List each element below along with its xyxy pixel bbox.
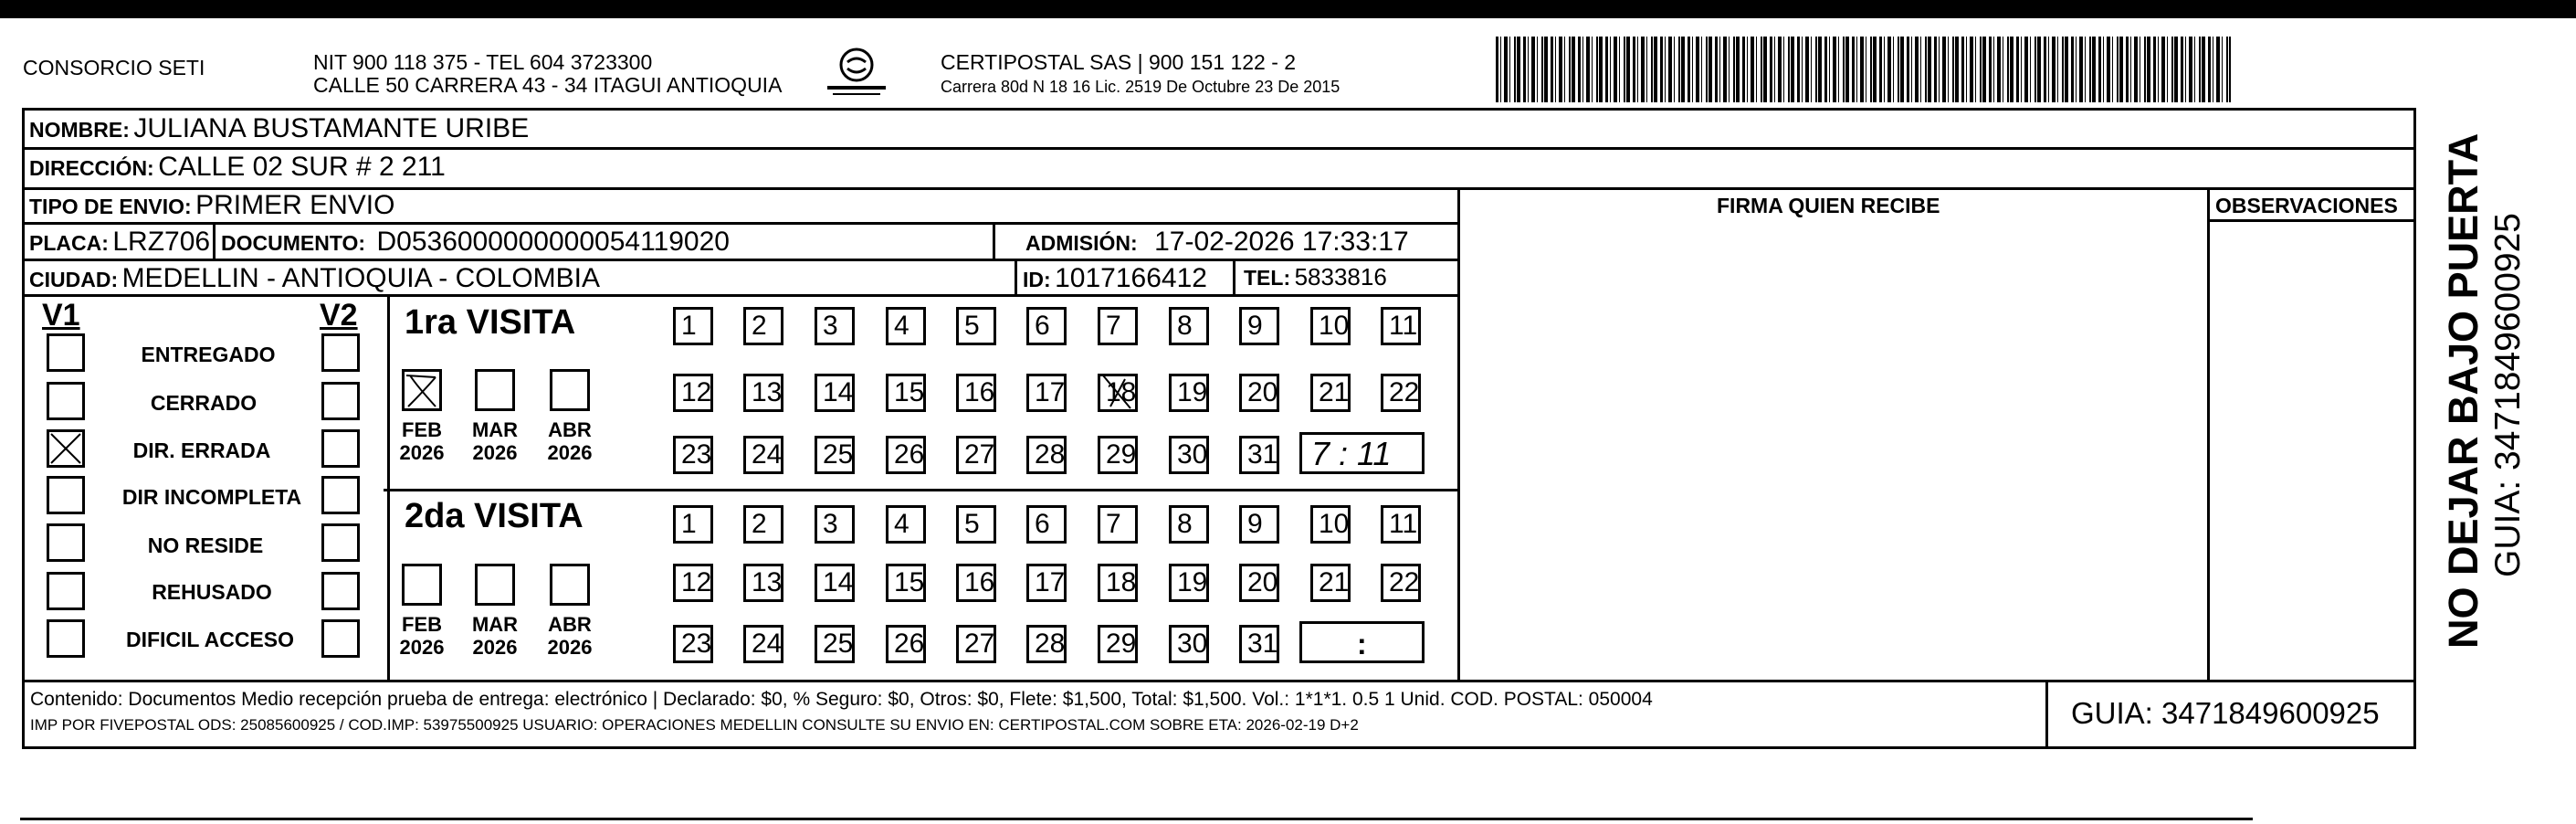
day-box[interactable]: 6	[1026, 505, 1067, 544]
month-label	[542, 613, 597, 660]
day-box[interactable]: 24	[743, 436, 783, 474]
v2-checkbox[interactable]	[321, 523, 360, 562]
day-box[interactable]: 14	[815, 374, 855, 412]
month-checkbox-mar[interactable]	[475, 564, 515, 606]
documento-field	[221, 228, 730, 256]
month-name: MAR	[471, 418, 519, 441]
ciudad-label: CIUDAD:	[29, 268, 119, 291]
month-label	[394, 613, 449, 660]
tipo-envio-label: TIPO DE ENVIO:	[29, 195, 192, 218]
placa-value: LRZ706	[112, 227, 211, 257]
day-box[interactable]: 15	[886, 374, 926, 412]
barcode-icon	[1496, 37, 2231, 102]
day-box[interactable]: 25	[815, 436, 855, 474]
day-box[interactable]: 4	[886, 505, 926, 544]
day-box[interactable]: 27	[956, 436, 996, 474]
day-box[interactable]: 11	[1381, 307, 1421, 345]
month-checkbox-feb[interactable]	[402, 564, 442, 606]
month-label	[468, 418, 522, 465]
day-box[interactable]: 19	[1169, 564, 1209, 602]
day-box[interactable]: 2	[743, 505, 783, 544]
top-band	[0, 0, 2576, 18]
v2-label: V2	[320, 298, 358, 333]
day-box[interactable]: 28	[1026, 625, 1067, 663]
month-year: 2026	[472, 441, 518, 465]
day-box[interactable]: 11	[1381, 505, 1421, 544]
day-box[interactable]: 28	[1026, 436, 1067, 474]
check-mark-icon	[1098, 372, 1138, 412]
v2-checkbox[interactable]	[321, 382, 360, 420]
month-label	[542, 418, 597, 465]
certipostal-logo-icon	[820, 46, 893, 99]
v2-checkbox[interactable]	[321, 429, 360, 468]
month-name: MAR	[471, 613, 519, 636]
day-box[interactable]: 17	[1026, 374, 1067, 412]
day-box[interactable]: 24	[743, 625, 783, 663]
day-box[interactable]: 30	[1169, 625, 1209, 663]
day-box[interactable]: 4	[886, 307, 926, 345]
day-box[interactable]: 13	[743, 374, 783, 412]
admision-label: ADMISIÓN:	[1025, 231, 1138, 255]
day-box[interactable]: 31	[1239, 625, 1279, 663]
placa-field	[29, 228, 210, 256]
month-name: ABR	[548, 613, 592, 636]
day-box[interactable]: 5	[956, 307, 996, 345]
status-option: CERRADO	[150, 391, 258, 415]
day-box-marked[interactable]: 18	[1098, 374, 1138, 412]
month-name: FEB	[402, 613, 442, 636]
day-box[interactable]: 8	[1169, 505, 1209, 544]
firma-header: FIRMA QUIEN RECIBE	[1717, 194, 1940, 217]
admision-value: 17-02-2026 17:33:17	[1154, 227, 1409, 257]
month-name: FEB	[402, 418, 442, 441]
direccion-value: CALLE 02 SUR # 2 211	[158, 152, 446, 182]
day-box[interactable]: 26	[886, 436, 926, 474]
v2-checkbox[interactable]	[321, 333, 360, 372]
day-box[interactable]: 8	[1169, 307, 1209, 345]
documento-label: DOCUMENTO:	[221, 231, 366, 255]
time-box[interactable]	[1299, 432, 1425, 474]
v1-checkbox[interactable]	[47, 572, 85, 610]
direccion-field	[29, 153, 446, 181]
day-box[interactable]: 21	[1310, 564, 1351, 602]
time-value: :	[1357, 628, 1367, 660]
v2-checkbox[interactable]	[321, 572, 360, 610]
day-box[interactable]: 20	[1239, 564, 1279, 602]
month-year: 2026	[399, 441, 445, 465]
time-box[interactable]	[1299, 621, 1425, 663]
v2-checkbox[interactable]	[321, 619, 360, 658]
month-checkbox-abr[interactable]	[550, 369, 590, 411]
day-box[interactable]: 21	[1310, 374, 1351, 412]
tel-value: 5833816	[1294, 263, 1387, 291]
day-box[interactable]: 10	[1310, 505, 1351, 544]
day-box[interactable]: 18	[1098, 564, 1138, 602]
status-option: NO RESIDE	[147, 533, 264, 557]
month-checkbox-mar[interactable]	[475, 369, 515, 411]
day-box[interactable]: 6	[1026, 307, 1067, 345]
observaciones-header: OBSERVACIONES	[2215, 194, 2398, 217]
day-box[interactable]: 9	[1239, 307, 1279, 345]
day-box[interactable]: 26	[886, 625, 926, 663]
day-box[interactable]: 2	[743, 307, 783, 345]
direccion-label: DIRECCIÓN:	[29, 156, 154, 180]
v1-checkbox[interactable]	[47, 619, 85, 658]
day-box[interactable]: 1	[673, 505, 713, 544]
carrier-license: Carrera 80d N 18 16 Lic. 2519 De Octubre 23 De 2015	[941, 78, 1341, 96]
documento-value: D0536000000000054119020	[376, 227, 730, 257]
day-box[interactable]: 10	[1310, 307, 1351, 345]
month-name: ABR	[548, 418, 592, 441]
month-year: 2026	[399, 636, 445, 660]
day-box[interactable]: 25	[815, 625, 855, 663]
day-box[interactable]: 23	[673, 436, 713, 474]
tel-field	[1244, 265, 1387, 289]
first-visit-title: 1ra VISITA	[405, 303, 576, 342]
second-visit-title: 2da VISITA	[405, 497, 584, 535]
v1-checkbox[interactable]	[47, 382, 85, 420]
day-box[interactable]: 19	[1169, 374, 1209, 412]
status-option: DIR. ERRADA	[132, 438, 271, 462]
check-mark-icon	[49, 432, 82, 465]
tel-label: TEL:	[1244, 266, 1291, 290]
status-option: DIFICIL ACCESO	[125, 628, 295, 651]
side-guia: GUIA: 3471849600925	[2488, 213, 2528, 577]
day-box[interactable]: 7	[1098, 505, 1138, 544]
day-box[interactable]: 17	[1026, 564, 1067, 602]
sender-contact: NIT 900 118 375 - TEL 604 3723300	[313, 50, 653, 74]
day-box[interactable]: 16	[956, 374, 996, 412]
id-label: ID:	[1023, 268, 1051, 291]
v2-checkbox[interactable]	[321, 476, 360, 514]
month-label	[394, 418, 449, 465]
nombre-label: NOMBRE:	[29, 118, 130, 142]
sender-name: CONSORCIO SETI	[23, 56, 205, 79]
day-box[interactable]: 7	[1098, 307, 1138, 345]
check-mark-icon	[405, 372, 439, 408]
month-label	[468, 613, 522, 660]
v1-label: V1	[42, 298, 80, 333]
ciudad-value: MEDELLIN - ANTIOQUIA - COLOMBIA	[121, 263, 600, 293]
day-box[interactable]: 13	[743, 564, 783, 602]
placa-label: PLACA:	[29, 231, 109, 255]
day-box[interactable]: 12	[673, 564, 713, 602]
month-year: 2026	[472, 636, 518, 660]
day-box[interactable]: 15	[886, 564, 926, 602]
bottom-divider	[20, 818, 2253, 820]
sender-address: CALLE 50 CARRERA 43 - 34 ITAGUI ANTIOQUIA	[313, 73, 783, 97]
v1-checkbox[interactable]	[47, 333, 85, 372]
status-option: REHUSADO	[152, 580, 272, 604]
day-box[interactable]: 27	[956, 625, 996, 663]
ciudad-field	[29, 265, 600, 292]
month-year: 2026	[547, 636, 593, 660]
day-box[interactable]: 29	[1098, 436, 1138, 474]
tipo-envio-value: PRIMER ENVIO	[195, 190, 395, 220]
day-box[interactable]: 29	[1098, 625, 1138, 663]
day-box[interactable]: 5	[956, 505, 996, 544]
day-box[interactable]: 12	[673, 374, 713, 412]
day-box[interactable]: 31	[1239, 436, 1279, 474]
imp-text: IMP POR FIVEPOSTAL ODS: 25085600925 / COD.IMP: 53975500925 USUARIO: OPERACIONES MEDELLIN CONSULTE SU ENVIO EN: CERTIPOSTAL.COM SOBRE ETA: 2026-02-19 D+2	[30, 716, 1359, 734]
time-value: 7 : 11	[1311, 435, 1392, 472]
contenido-text: Contenido: Documentos Medio recepción prueba de entrega: electrónico | Declarado: $0, % Seguro: $0, Otros: $0, Flete: $1,500, Total: $1,500. Vol.: 1*1*1. 0.5 1 Unid. COD. POSTAL: 050004	[30, 689, 1653, 710]
status-option: DIR INCOMPLETA	[121, 485, 302, 509]
v1-checkbox[interactable]	[47, 523, 85, 562]
carrier-name: CERTIPOSTAL SAS | 900 151 122 - 2	[941, 50, 1297, 74]
day-box[interactable]: 30	[1169, 436, 1209, 474]
month-checkbox-abr[interactable]	[550, 564, 590, 606]
day-box[interactable]: 14	[815, 564, 855, 602]
side-notice: NO DEJAR BAJO PUERTA	[2440, 132, 2487, 649]
day-box[interactable]: 16	[956, 564, 996, 602]
day-box[interactable]: 3	[815, 505, 855, 544]
id-value: 1017166412	[1055, 263, 1207, 293]
day-box[interactable]: 20	[1239, 374, 1279, 412]
nombre-field	[29, 115, 529, 143]
day-box[interactable]: 3	[815, 307, 855, 345]
month-year: 2026	[547, 441, 593, 465]
day-box[interactable]: 22	[1381, 374, 1421, 412]
id-field	[1023, 265, 1207, 292]
day-box[interactable]: 9	[1239, 505, 1279, 544]
v1-checkbox[interactable]	[47, 429, 85, 468]
month-checkbox-feb[interactable]	[402, 369, 442, 411]
guia-number: GUIA: 3471849600925	[2071, 696, 2380, 730]
day-box[interactable]: 1	[673, 307, 713, 345]
tipo-envio-field	[29, 192, 394, 219]
day-box[interactable]: 22	[1381, 564, 1421, 602]
nombre-value: JULIANA BUSTAMANTE URIBE	[133, 113, 530, 143]
v1-checkbox[interactable]	[47, 476, 85, 514]
status-option: ENTREGADO	[141, 343, 276, 366]
day-box[interactable]: 23	[673, 625, 713, 663]
admision-field	[1025, 228, 1409, 256]
